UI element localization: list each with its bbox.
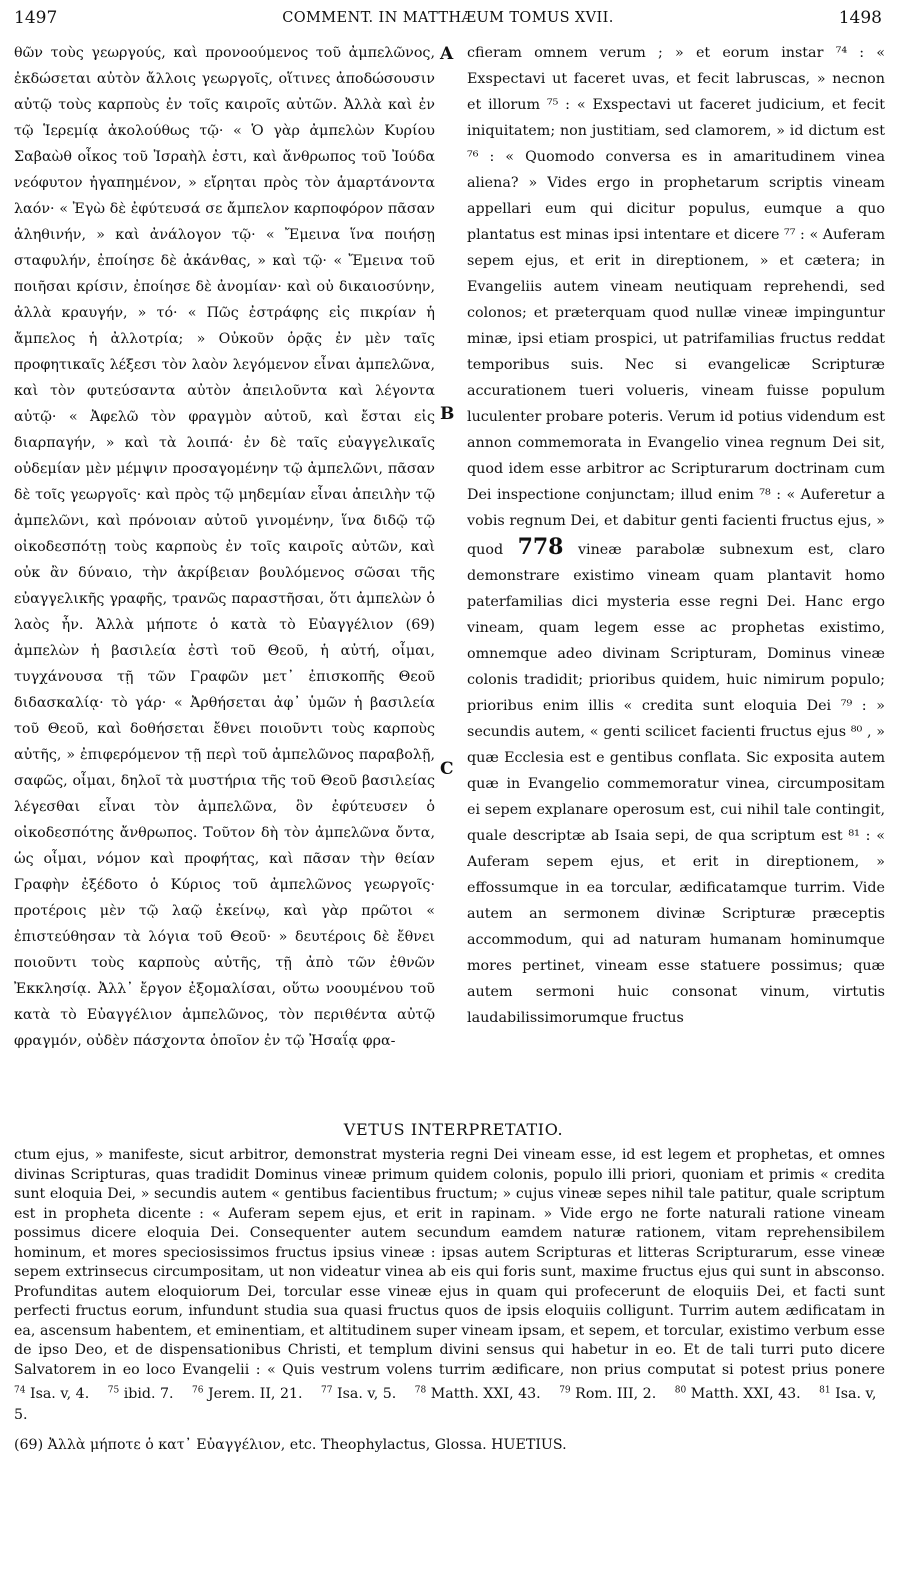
greek-column: [14, 40, 435, 1120]
editor-footnote: (69) Ἀλλὰ μήποτε ὁ κατ᾽ Εὐαγγέλιον, etc. Theophylactus, Glossa. HUETIUS.: [14, 1437, 567, 1453]
page-number-left: 1497: [14, 8, 58, 28]
section-marker-c: C: [440, 759, 454, 779]
page-header: [14, 8, 882, 32]
note: $^{74}$ Isa. v, 4.: [14, 1385, 90, 1402]
vetus-interpretatio-text: ctum ejus, » manifeste, sicut arbitror, demonstrat mysteria regni Dei vineam esse, id est legem et prophetas, et omnes divinas Scripturas, quas tradidit Dominus vineæ primum quidem colonis, populo illi priori, quoniam et primis « credita sunt eloquia Dei, » secundis autem « gentibus facientibus fructum; » cujus vineæ sepes nihil tale patitur, quale scriptum est in propheta dicente : « Auferam sepem ejus, et erit in rapinam. » Vide ergo ne forte naturali ratione vineam possimus dicere eloquia Dei. Consequenter autem secundum eamdem naturæ rationem, vitam reprehensibilem hominum, et mores speciosissimos fructus ipsius vineæ : ipsas autem Scripturas et litteras Scripturarum, esse vineæ sepem extrinsecus circumpositam, ut non videatur vinea ab eis qui foris sunt, maxime fructus ejus qui sunt in absconso. Profunditas autem eloquiorum Dei, torcular esse vineæ ejus in quam qui profecerunt de eloquiis Dei, et facti sunt perfecti fructus eorum, infundunt studia sua quasi fructus quos de ipsis eloquiis colligunt. Turrim autem ædificatam in ea, ascensum habentem, et eminentiam, et altitudinem super vineam ipsam, et sepem, et torcular, existimo verbum esse de ipso Deo, et de dispensationibus Christi, et templum divini sensus qui habetur in eo. Et de tali turri puto dicere Salvatorem in eo loco Evangelii : « Quis vestrum volens turrim ædificare, non prius computat si potest prius ponere: [14, 1147, 885, 1376]
note: $^{77}$ Isa. v, 5.: [321, 1385, 397, 1402]
note: $^{75}$ ibid. 7.: [107, 1385, 174, 1402]
page-number-right: 1498: [838, 8, 882, 28]
section-marker-b: B: [440, 404, 455, 424]
note: $^{81}$ Isa. v, 5.: [14, 1385, 877, 1423]
column-number: 778: [517, 534, 564, 560]
note: $^{78}$ Matth. XXI, 43.: [414, 1385, 541, 1402]
section-marker-a: A: [440, 44, 454, 64]
note: $^{80}$ Matth. XXI, 43.: [674, 1385, 801, 1402]
marginal-notes: [14, 1380, 885, 1426]
greek-text: θῶν τοὺς γεωργούς, καὶ προνοούμενος τοῦ ἀμπελῶνος, ἐκδώσεται αὐτὸν ἄλλοις γεωργοῖς, οἵτινες ἀποδώσουσιν αὐτῷ τοὺς καρποὺς ἐν τοῖς καιροῖς αὐτῶν. Ἀλλὰ καὶ ἐν τῷ Ἱερεμίᾳ ἀκολούθως τῷ· « Ὁ γὰρ ἀμπελὼν Κυρίου Σαβαὼθ οἶκος τοῦ Ἰσραὴλ ἐστι, καὶ ἄνθρωπος τοῦ Ἰούδα νεόφυτον ἠγαπημένον, » εἴρηται πρὸς τὸν ἁμαρτάνοντα λαόν· « Ἐγὼ δὲ ἐφύτευσά σε ἄμπελον καρποφόρον πᾶσαν ἀληθινήν, » καὶ ἀνάλογον τῷ· « Ἔμεινα ἵνα ποιήσῃ σταφυλήν, ἐποίησε δὲ ἀκάνθας, » καὶ τῷ· « Ἔμεινα τοῦ ποιῆσαι κρίσιν, ἐποίησε δὲ ἀνομίαν· καὶ οὐ δικαιοσύνην, ἀλλὰ κραυγήν, » τό· « Πῶς ἐστράφης εἰς πικρίαν ἡ ἄμπελος ἡ ἀλλοτρία; » Οὐκοῦν ὁρᾷς ἐν μὲν ταῖς προφητικαῖς λέξεσι τὸν λαὸν λεγόμενον εἶναι ἀμπελῶνα, καὶ τὸν φυτεύσαντα αὐτὸν ἀπειλοῦντα καὶ λέγοντα αὐτῷ· « Ἀφελῶ τὸν φραγμὸν αὐτοῦ, καὶ ἔσται εἰς διαρπαγήν, » καὶ τὰ λοιπά· ἐν δὲ ταῖς εὐαγγελικαῖς οὐδεμίαν μὲν μέμψιν προσαγομένην τῷ ἀμπελῶνι, πᾶσαν δὲ τοῖς γεωργοῖς· καὶ πρὸς τῷ μηδεμίαν εἶναι ἀπειλὴν τῷ ἀμπελῶνι, καὶ πρόνοιαν αὐτοῦ γινομένην, ἵνα διδῷ τῷ οἰκοδεσπότῃ τοὺς καρποὺς ἐν τοῖς καιροῖς αὐτῶν, καὶ οὐκ ἂν δύναιο, τὴν ἀκρίβειαν βουλόμενος σῶσαι τῆς εὐαγγελικῆς γραφῆς, τρανῶς παραστῆσαι, ὅτι ἀμπελὼν ὁ λαὸς ἦν. Ἀλλὰ μήποτε ὁ κατὰ τὸ Εὐαγγέλιον (69) ἀμπελὼν ἡ βασιλεία ἐστὶ τοῦ Θεοῦ, ἡ αὐτή, οἶμαι, τυγχάνουσα τῇ τῶν Γραφῶν μετ᾽ ἐπισκοπῆς Θεοῦ διδασκαλίᾳ· τὸ γάρ· « Ἀρθήσεται ἀφ᾽ ὑμῶν ἡ βασιλεία τοῦ Θεοῦ, καὶ δοθήσεται ἔθνει ποιοῦντι τοὺς καρποὺς αὐτῆς, » ἐπιφερόμενον τῇ περὶ τοῦ ἀμπελῶνος παραβολῇ, σαφῶς, οἶμαι, δηλοῖ τὰ μυστήρια τῆς τοῦ Θεοῦ βασιλείας λέγεσθαι εἶναι τὸν ἀμπελῶνα, ὃν ἐφύτευσεν ὁ οἰκοδεσπότης ἄνθρωπος. Τοῦτον δὴ τὸν ἀμπελῶνα ὄντα, ὡς οἶμαι, νόμον καὶ προφήτας, καὶ πᾶσαν τὴν θείαν Γραφὴν ἐξέδοτο ὁ Κύριος τοῦ ἀμπελῶνος γεωργοῖς· προτέροις μὲν τῷ λαῷ ἐκείνῳ, καὶ γὰρ πρῶτοι « ἐπιστεύθησαν τὰ λόγια τοῦ Θεοῦ· » δευτέροις δὲ ἔθνει ποιοῦντι τοὺς καρποὺς αὐτῆς, τῇ ἀπὸ τῶν ἐθνῶν Ἐκκλησίᾳ. Ἀλλ᾽ ἔργον ἐξομαλίσαι, οὕτω νοουμένου τοῦ κατὰ τὸ Εὐαγγέλιον ἀμπελῶνος, τὸν περιθέντα αὐτῷ φραγμόν, οὐδὲν πάσχοντα ὁποῖον ἐν τῷ Ἠσαΐᾳ φρα-: [14, 45, 435, 1049]
latin-column: [467, 40, 885, 1120]
latin-text-before: cfieram omnem verum ; » et eorum instar ⁷⁴ : « Exspectavi ut faceret uvas, et fecit labruscas, » necnon et illorum ⁷⁵ : « Exspectavi ut faceret judicium, et fecit iniquitatem; non justitiam, sed clamorem, » id dictum est ⁷⁶ : « Quomodo conversa es in amaritudinem vinea aliena? » Vides ergo in prophetarum scriptis vineam appellari eum qui dicitur populus, eumque a quo plantatus est minas ipsi intentare et dicere ⁷⁷ : « Auferam sepem ejus, et erit in direptionem, » et cætera; in Evangeliis autem vineam neutiquam reprehendi, sed colonos; et præterquam quod nullæ vineæ impinguntur minæ, ipsi etiam prospici, ut patrifamilias fructus reddat temporibus suis. Nec si evangelicæ Scripturæ accurationem tueri volueris, vineam fuisse populum luculenter probare poteris. Verum id potius videndum est annon commemorata in Evangelio vinea regnum Dei sit, quod idem esse arbitror ac Scripturarum doctrinam cum Dei inspectione conjunctam; illud enim ⁷⁸ : « Auferetur a vobis regnum Dei, et dabitur genti facienti fructus ejus, » quod: [467, 45, 885, 558]
running-title: COMMENT. IN MATTHÆUM TOMUS XVII.: [282, 10, 614, 26]
note: $^{79}$ Rom. III, 2.: [559, 1385, 657, 1402]
latin-text-after: vineæ parabolæ subnexum est, claro demonstrare existimo vineam quam plantavit homo paterfamilias dici mysteria esse regni Dei. Hanc ergo vineam, quam legem esse ac prophetas existimo, omnemque adeo divinam Scripturam, Dominus vineæ colonis tradidit; prioribus quidem, huic nimirum populo; prioribus enim illis « credita sunt eloquia Dei ⁷⁹ : » secundis autem, « genti scilicet facienti fructus ejus ⁸⁰ , » quæ Ecclesia est e gentibus conflata. Sic exposita autem quæ in Evangelio commemoratur vinea, circumpositam ei sepem explanare operosum est, cui nihil tale contingit, quale descriptæ ab Isaia sepi, de qua scriptum est ⁸¹ : « Auferam sepem ejus, et erit in direptionem, » effossumque in ea torcular, ædificatamque turrim. Vide autem an sermonem divinæ Scripturæ præceptis accommodum, qui ad naturam humanam hominumque mores pertinet, vineam esse statuere possimus; quæ autem sermoni huic consonat vinum, virtutis laudabilissimorumque fructus: [467, 542, 885, 1026]
note: $^{76}$ Jerem. II, 21.: [192, 1385, 303, 1402]
vetus-title: VETUS INTERPRETATIO.: [343, 1120, 564, 1139]
